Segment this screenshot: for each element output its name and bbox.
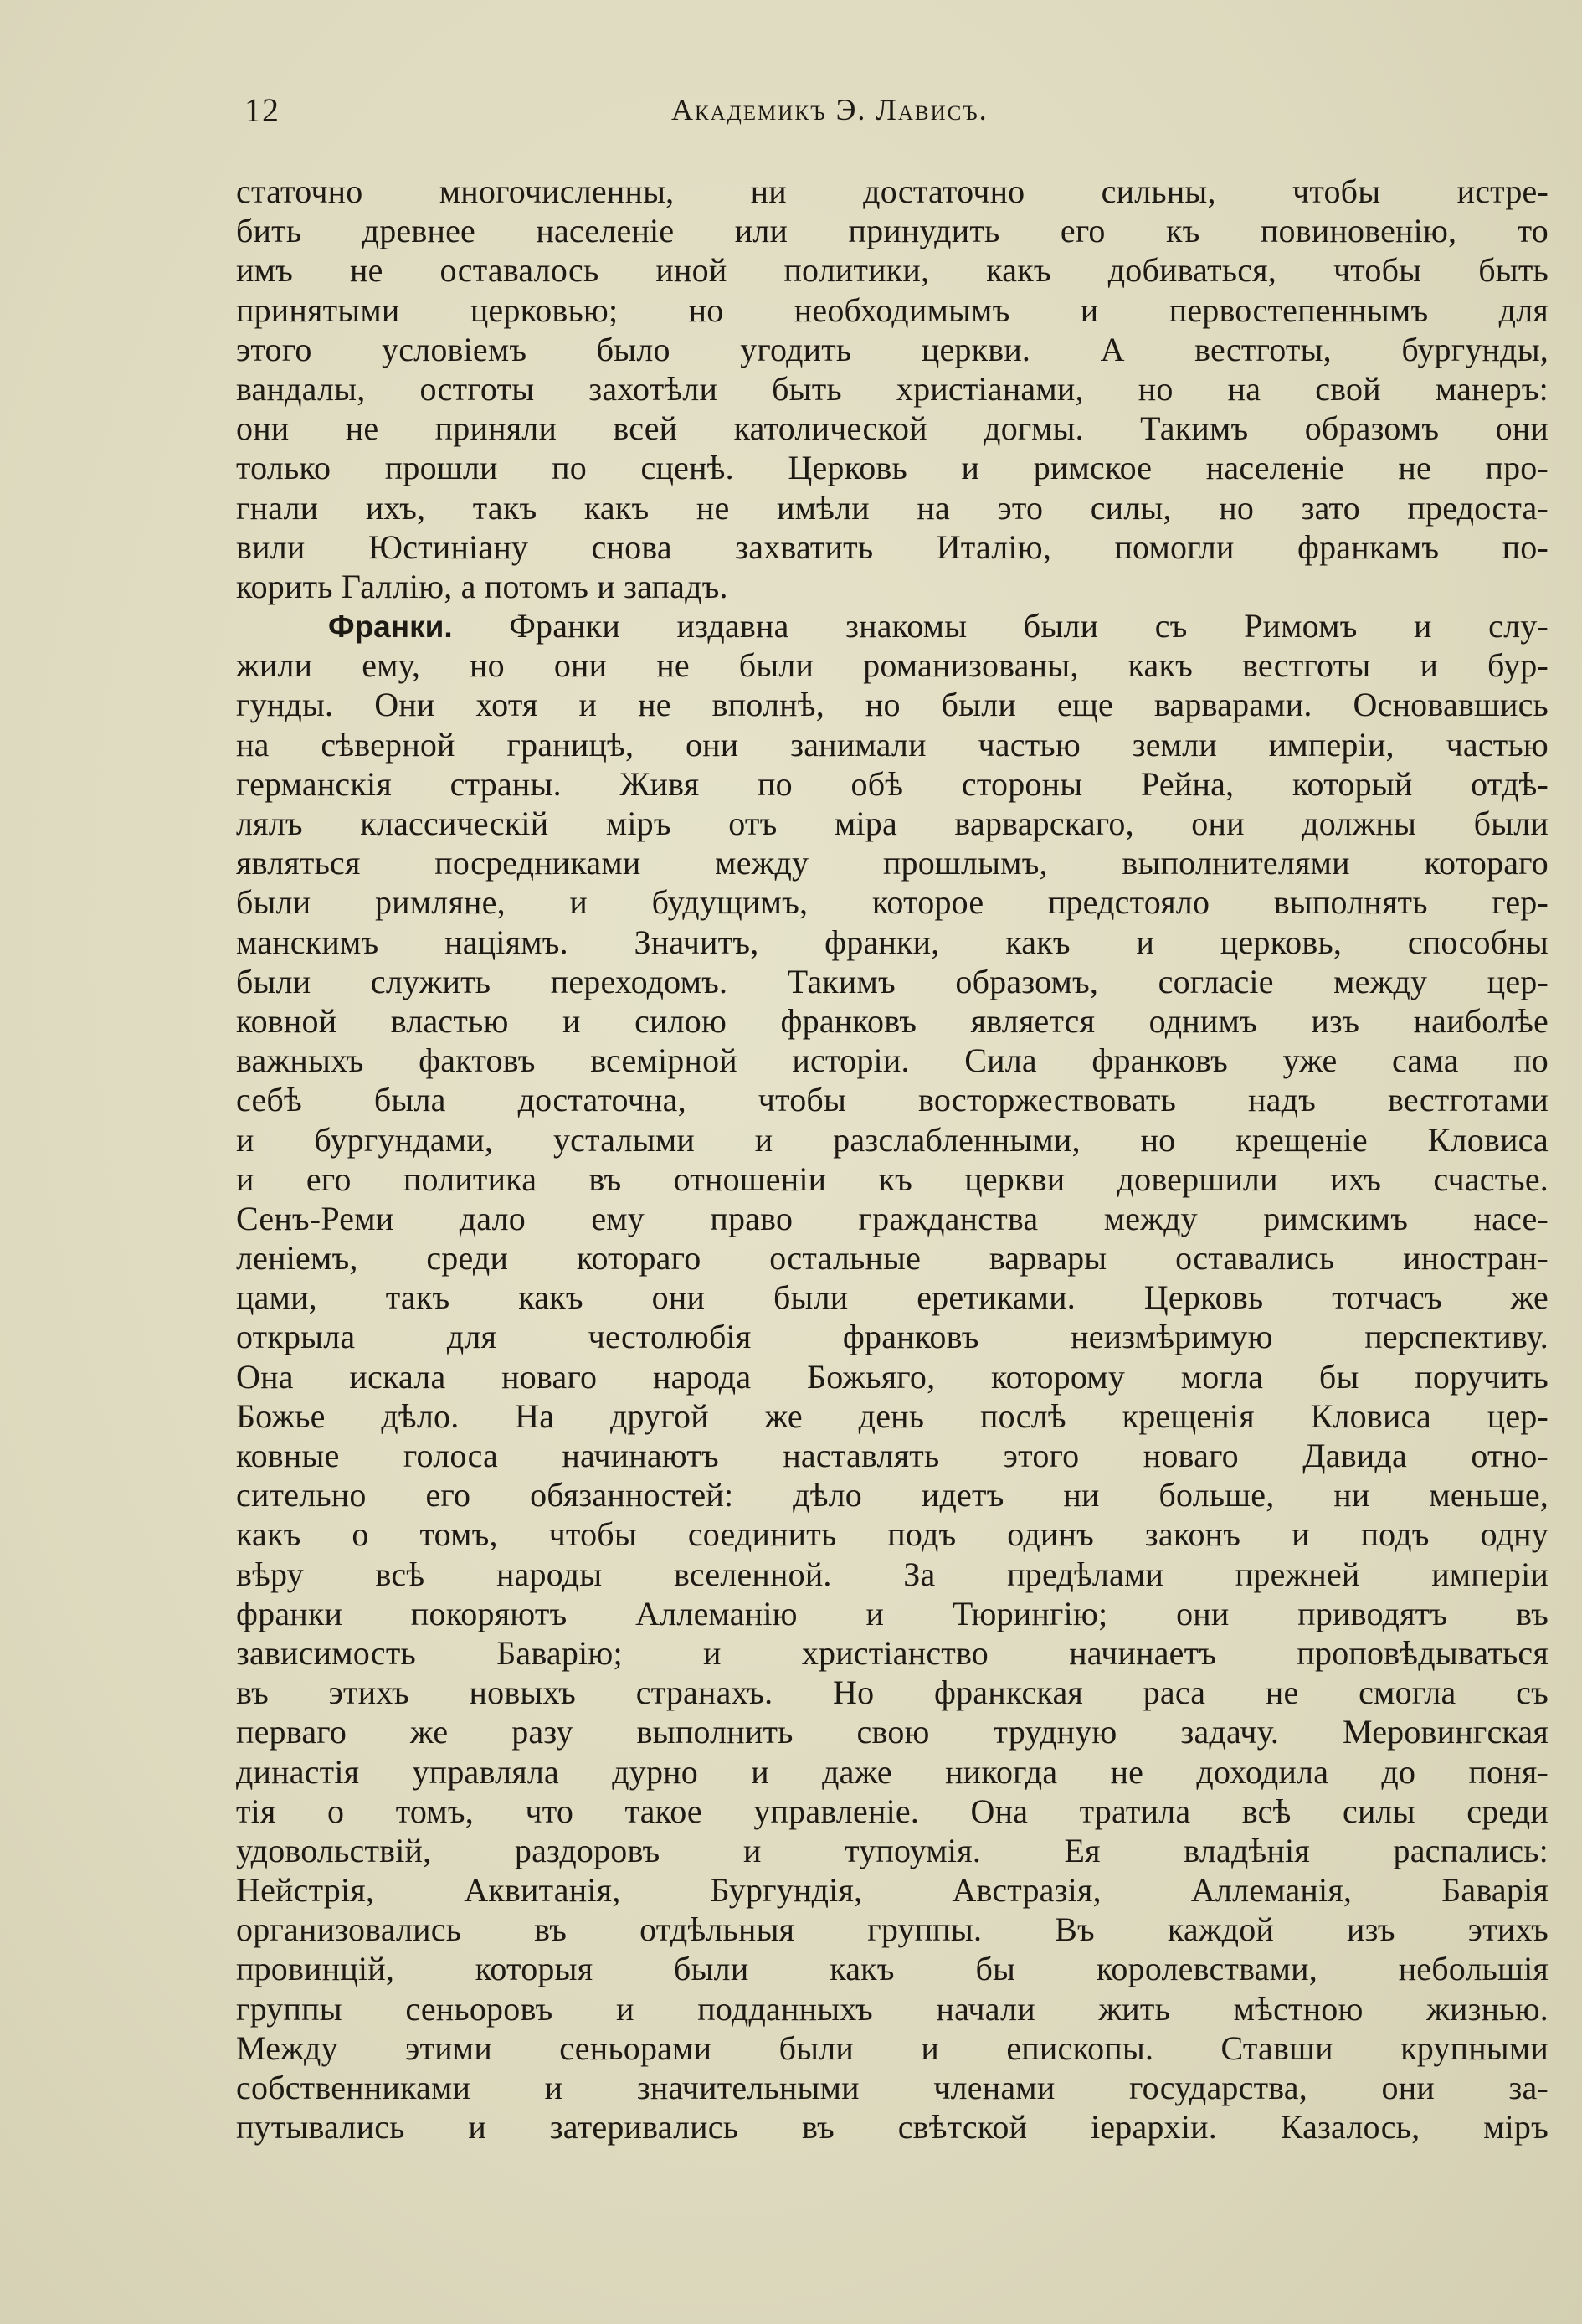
text-line: группы сеньоровъ и подданныхъ начали жить мѣстною жизнью. [236,1989,1549,2028]
text-line: принятыми церковью; но необходимымъ и первостепеннымъ для [236,290,1549,329]
text-line: Между этими сеньорами были и епископы. Ставши крупными [236,2028,1549,2067]
text-line: корить Галлію, а потомъ и западъ. [236,567,728,605]
text-line: какъ о томъ, чтобы соединить подъ одинъ законъ и подъ одну [236,1515,1549,1554]
text-line: цами, такъ какъ они были еретиками. Церковь тотчасъ же [236,1278,1549,1317]
text-line: статочно многочисленны, ни достаточно сильны, чтобы истре- [236,172,1549,210]
running-title: Академикъ Э. Лависъ. [671,93,989,126]
text-line: и бургундами, усталыми и разслабленными, но крещеніе Кловиса [236,1120,1549,1159]
page-number: 12 [244,91,280,129]
text-line: себѣ была достаточна, чтобы восторжествовать надъ вестготами [236,1081,1549,1119]
text-line: династія управляла дурно и даже никогда не доходила до поня- [236,1752,1549,1791]
paragraph-franks [236,606,1549,2147]
text-line: путывались и затеривались въ свѣтской іерархіи. Казалось, міръ [236,2108,1549,2147]
text-line: жили ему, но они не были романизованы, какъ вестготы и бур- [236,646,1549,685]
text-line: Нейстрія, Аквитанія, Бургундія, Австразія, Аллеманія, Баварія [236,1871,1549,1910]
text-line: Божье дѣло. На другой же день послѣ крещенія Кловиса цер- [236,1396,1549,1435]
text-line: были служить переходомъ. Такимъ образомъ, согласіе между цер- [236,962,1549,1000]
text-line-first [236,606,1549,645]
text-line: ковные голоса начинаютъ наставлять этого новаго Давида отно- [236,1437,1549,1474]
text-line: Сенъ-Реми дало ему право гражданства между римскимъ насе- [236,1199,1549,1237]
text-line: германскія страны. Живя по обѣ стороны Рейна, который отдѣ- [236,764,1549,803]
text-line: собственниками и значительными членами государства, они за- [236,2069,1549,2106]
text-line: лялъ классическій міръ отъ міра варварскаго, они должны были [236,805,1549,842]
text-line: были римляне, и будущимъ, которое предстояло выполнять гер- [236,883,1549,922]
text-line: открыла для честолюбія франковъ неизмѣримую перспективу. [236,1318,1549,1356]
text-line: леніемъ, среди котораго остальные варвары оставались иностран- [236,1239,1549,1278]
text-line: тія о томъ, что такое управленіе. Она тратила всѣ силы среди [236,1792,1549,1830]
text-line: въ этихъ новыхъ странахъ. Но франкская раса не смогла съ [236,1674,1549,1712]
text-line: вили Юстиніану снова захватить Италію, помогли франкамъ по- [236,527,1549,566]
text-line: бить древнее населеніе или принудить его къ повиновенію, то [236,212,1549,250]
text-line: на сѣверной границѣ, они занимали частью земли имперіи, частью [236,725,1549,764]
text-line: вандалы, остготы захотѣли быть христіанами, но на свой манеръ: [236,369,1549,408]
text-line: гнали ихъ, такъ какъ не имѣли на это силы, но зато предоста- [236,488,1549,527]
text-line: франки покоряютъ Аллеманію и Тюрингію; они приводятъ въ [236,1594,1549,1632]
text-line: ковной властью и силою франковъ является однимъ изъ наиболѣе [236,1001,1549,1040]
text-line: перваго же разу выполнить свою трудную задачу. Меровингская [236,1713,1549,1751]
text-line: организовались въ отдѣльныя группы. Въ каждой изъ этихъ [236,1910,1549,1949]
text-line: вѣру всѣ народы вселенной. За предѣлами прежней имперіи [236,1555,1549,1593]
text-line: провинцій, которыя были какъ бы королевствами, небольшія [236,1950,1549,1988]
text-line: являться посредниками между прошлымъ, выполнителями котораго [236,844,1549,882]
text-line: они не приняли всей католической догмы. Такимъ образомъ они [236,409,1549,448]
text-line: только прошли по сценѣ. Церковь и римское населеніе не про- [236,449,1549,487]
text-line: важныхъ фактовъ всемірной исторіи. Сила франковъ уже сама по [236,1041,1549,1080]
run-in-heading: Франки. [328,609,453,645]
text-line: гунды. Они хотя и не вполнѣ, но были еще варварами. Основавшись [236,686,1549,724]
text-line: удовольствій, раздоровъ и тупоумія. Ея владѣнія распались: [236,1831,1549,1869]
text-line: манскимъ націямъ. Значитъ, франки, какъ и церковь, способны [236,923,1549,961]
text-line: имъ не оставалось иной политики, какъ добиваться, чтобы быть [236,251,1549,290]
body-text [236,172,1549,2147]
text-line: сительно его обязанностей: дѣло идетъ ни больше, ни меньше, [236,1476,1549,1514]
text-line: зависимость Баварію; и христіанство начинаетъ проповѣдываться [236,1633,1549,1672]
first-line-rest: Франки издавна знакомы были съ Римомъ и слу- [509,607,1549,645]
paragraph-continuation [236,172,1549,606]
running-head [244,90,1550,141]
text-line: и его политика въ отношеніи къ церкви довершили ихъ счастье. [236,1159,1549,1198]
text-line: этого условіемъ было угодить церкви. А вестготы, бургунды, [236,330,1549,368]
text-line: Она искала новаго народа Божьяго, которому могла бы поручить [236,1357,1549,1396]
